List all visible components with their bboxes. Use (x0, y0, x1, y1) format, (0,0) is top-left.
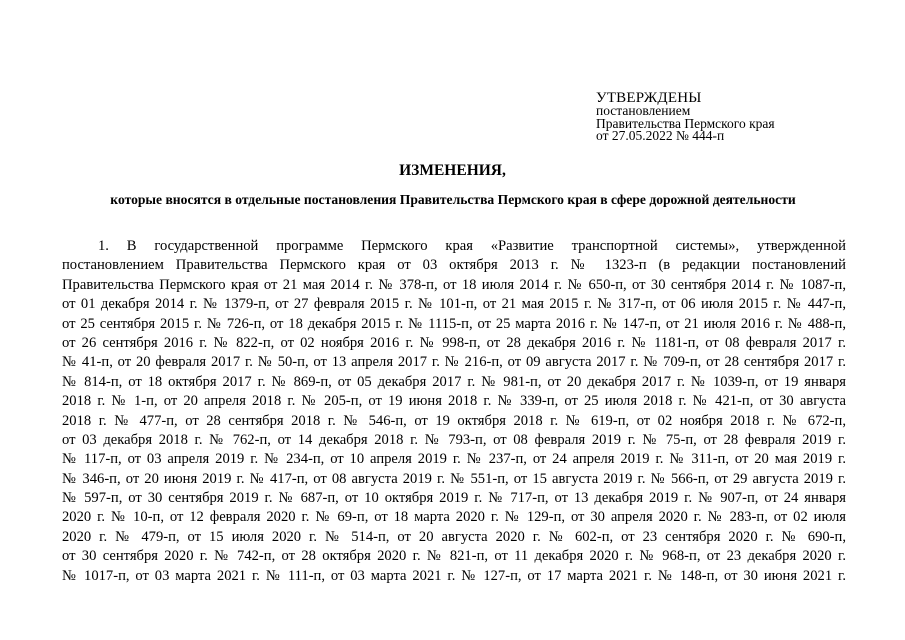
body-line: от 03 декабря 2018 г. № 762-п, от 14 декабря 2018 г. № 793-п, от 08 февраля 2019 г. № 75-п, от 28 февраля 2019 г. (62, 431, 846, 448)
body-line: от 25 сентября 2015 г. № 726-п, от 18 декабря 2015 г. № 1115-п, от 25 марта 2016 г. № 147-п, от 21 июля 2016 г. № 488-п, (62, 315, 846, 332)
body-line: № 41-п, от 20 февраля 2017 г. № 50-п, от 13 апреля 2017 г. № 216-п, от 09 августа 2017 г. № 709-п, от 28 сентября 2017 г. (62, 354, 846, 371)
body-line: Правительства Пермского края от 21 мая 2014 г. № 378-п, от 18 июля 2014 г. № 650-п, от 30 сентября 2014 г. № 1087-п, (62, 276, 846, 293)
body-line: постановлением Правительства Пермского края от 03 октября 2013 г. № 1323-п (в редакции постановлений (62, 257, 846, 274)
document-title: ИЗМЕНЕНИЯ, (399, 162, 506, 179)
approval-line-resolution: постановлением (596, 103, 691, 118)
body-line: 2018 г. № 1-п, от 20 апреля 2018 г. № 205-п, от 19 июня 2018 г. № 339-п, от 25 июля 2018 г. № 421-п, от 30 августа (62, 393, 846, 410)
approval-line-government: Правительства Пермского края (596, 115, 775, 131)
body-line: № 814-п, от 18 октября 2017 г. № 869-п, от 05 декабря 2017 г. № 981-п, от 20 декабря 2017 г. № 1039-п, от 19 января (62, 373, 846, 390)
body-line: от 26 сентября 2016 г. № 822-п, от 02 ноября 2016 г. № 998-п, от 28 декабря 2016 г. № 1181-п, от 08 февраля 2017 г. (62, 334, 846, 351)
body-line: № 117-п, от 03 апреля 2019 г. № 234-п, от 10 апреля 2019 г. № 237-п, от 24 апреля 2019 г. № 311-п, от 20 мая 2019 г. (62, 451, 846, 468)
approval-block (596, 91, 856, 143)
approval-title: УТВЕРЖДЕНЫ (596, 90, 702, 106)
body-line: № 597-п, от 30 сентября 2019 г. № 687-п, от 10 октября 2019 г. № 717-п, от 13 декабря 2019 г. № 907-п, от 24 января (62, 490, 846, 507)
body-line: 1. В государственной программе Пермского края «Развитие транспортной системы», утвержденной (98, 238, 846, 254)
approval-line-date-number: от 27.05.2022 № 444-п (596, 128, 725, 143)
document-subtitle: которые вносятся в отдельные постановления Правительства Пермского края в сфере дорожной деятельности (110, 192, 796, 207)
body-line: от 30 сентября 2020 г. № 742-п, от 28 октября 2020 г. № 821-п, от 11 декабря 2020 г. № 968-п, от 23 декабря 2020 г. (62, 548, 846, 565)
body-line: 2020 г. № 10-п, от 12 февраля 2020 г. № 69-п, от 18 марта 2020 г. № 129-п, от 30 апреля 2020 г. № 283-п, от 02 июля (62, 509, 846, 526)
body-line: 2018 г. № 477-п, от 28 сентября 2018 г. № 546-п, от 19 октября 2018 г. № 619-п, от 02 ноября 2018 г. № 672-п, (62, 412, 846, 429)
body-paragraph (62, 237, 846, 586)
body-line: 2020 г. № 479-п, от 15 июля 2020 г. № 514-п, от 20 августа 2020 г. № 602-п, от 23 сентября 2020 г. № 690-п, (62, 528, 846, 545)
body-line: от 01 декабря 2014 г. № 1379-п, от 27 февраля 2015 г. № 101-п, от 21 мая 2015 г. № 317-п, от 06 июля 2015 г. № 447-п, (62, 296, 846, 313)
body-line: № 346-п, от 20 июня 2019 г. № 417-п, от 08 августа 2019 г. № 551-п, от 15 августа 2019 г. № 566-п, от 29 августа 2019 г. (62, 470, 846, 487)
body-line: № 1017-п, от 03 марта 2021 г. № 111-п, от 03 марта 2021 г. № 127-п, от 17 марта 2021 г. № 148-п, от 30 июня 2021 г. (62, 567, 846, 584)
